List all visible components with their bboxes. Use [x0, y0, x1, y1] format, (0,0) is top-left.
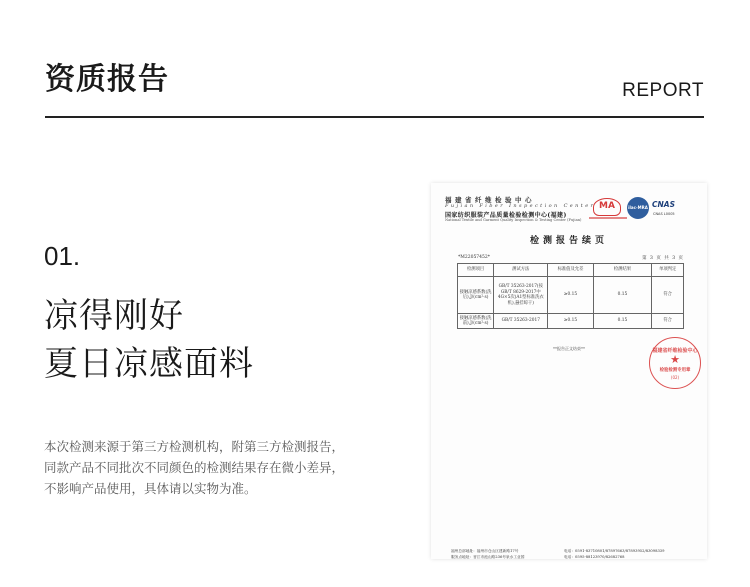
inspection-report-image [431, 183, 707, 559]
ma-logo-icon: MA [593, 198, 621, 216]
table-cell: 0.15 [593, 314, 652, 329]
ilac-logo-icon: ilac-MRA [627, 197, 649, 219]
table-header-row [458, 264, 684, 277]
section-number: 01. [44, 241, 81, 271]
ma-logo-underline [589, 217, 627, 219]
table-row [458, 277, 684, 314]
footer-phone: 电话：0595-88123970/82682768 [564, 555, 625, 559]
report-end-note: **报告正文结束** [553, 346, 585, 351]
seal-code-text: (02) [670, 375, 680, 380]
headline-line-1: 凉得刚好 [44, 296, 184, 336]
table-cell: GB/T 35263-2017(按GB/T 8629-2017中4G×5次(A1型标准洗衣机),悬挂晾干) [494, 277, 548, 314]
table-cell: 接触凉感系数(洗后),J/(cm²·s) [458, 277, 494, 314]
report-footer-line [451, 549, 665, 554]
table-header-cell: 标准值及允差 [548, 264, 593, 277]
seal-name-text: 检验检测专用章 [659, 368, 691, 373]
headline-line-2: 夏日凉感面料 [44, 344, 254, 384]
table-cell: GB/T 35263-2017 [494, 314, 548, 329]
section-headline [44, 292, 254, 388]
table-cell: ≥0.15 [548, 314, 593, 329]
table-header-cell: 检测项目 [458, 264, 494, 277]
page-title: 资质报告 [45, 62, 169, 97]
table-cell: 0.15 [593, 277, 652, 314]
report-center-cn: 国家纺织服装产品质量检验检测中心(福建) [445, 212, 567, 219]
result-table [457, 263, 684, 329]
table-cell: 接触凉感系数(洗前),J/(cm²·s) [458, 314, 494, 329]
table-row [458, 314, 684, 329]
seal-star-icon: ★ [670, 353, 680, 366]
table-header-cell: 检测结果 [593, 264, 652, 277]
report-footer-line [451, 555, 625, 559]
official-seal-icon [649, 337, 701, 389]
footer-address: 福州总部地址：福州市仓山区建新路17号 [451, 549, 519, 553]
cnas-logo-icon: CNAS [652, 200, 675, 209]
description-line: 不影响产品使用，具体请以实物为准。 [44, 481, 257, 496]
report-label: REPORT [622, 80, 704, 101]
description-line: 同款产品不同批次不同颜色的检测结果存在微小差异， [44, 460, 345, 475]
footer-address: 服务点地址：晋江市池山路236号泉水工业园 [451, 555, 525, 559]
table-cell: 符合 [652, 277, 684, 314]
report-title: 检测报告续页 [529, 236, 608, 246]
section-description [44, 436, 344, 499]
header-divider [45, 116, 704, 118]
report-org-cn: 福建省纤维检验中心 [445, 196, 535, 204]
report-org-en: Fujian Fiber Inspection Center [445, 203, 596, 209]
table-header-cell: 测试方法 [494, 264, 548, 277]
footer-phone: 电话：0591-83710801/87897663/87893952/83098339 [564, 549, 665, 553]
cnas-code: CNAS L0005 [653, 212, 675, 216]
seal-org-text: 福建省纤维检验中心 [652, 348, 698, 354]
table-cell: 符合 [652, 314, 684, 329]
table-cell: ≥0.15 [548, 277, 593, 314]
report-number: *M22057452* [458, 255, 491, 260]
report-center-en: National Textile and Garment Quality Inspection & Testing Center (Fujian) [445, 218, 582, 222]
table-header-cell: 单项判定 [652, 264, 684, 277]
description-line: 本次检测来源于第三方检测机构，附第三方检测报告， [44, 439, 345, 454]
report-page-number: 第 3 页 共 3 页 [642, 256, 684, 261]
